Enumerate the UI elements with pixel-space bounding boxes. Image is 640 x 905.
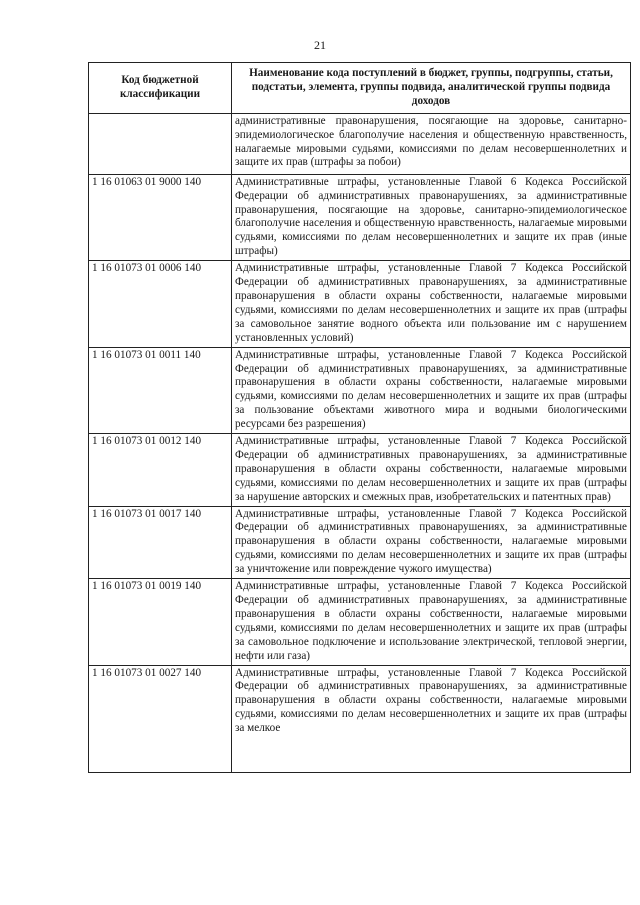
row-code: 1 16 01073 01 0017 140 [89, 506, 232, 579]
row-description: Административные штрафы, установленные Главой 7 Кодекса Российской Федерации об административных правонарушениях, за административные правонарушения в области охраны собственности, налагаемые мировыми судьями, комиссиями по делам несовершеннолетних и защите их прав (штрафы за нарушение авторских и смежных прав, изобретательских и патентных прав) [232, 434, 631, 507]
table-row [89, 434, 631, 507]
table-row [89, 347, 631, 433]
row-description: административные правонарушения, посягающие на здоровье, санитарно-эпидемиологическое благополучие населения и общественную нравственность, налагаемые мировыми судьями, комиссиями по делам несовершеннолетних и защите их прав (штрафы за побои) [232, 113, 631, 174]
row-description: Административные штрафы, установленные Главой 7 Кодекса Российской Федерации об административных правонарушениях, за административные правонарушения в области охраны собственности, налагаемые мировыми судьями, комиссиями по делам несовершеннолетних и защите их прав (штрафы за уничтожение или повреждение чужого имущества) [232, 506, 631, 579]
header-name: Наименование кода поступлений в бюджет, группы, подгруппы, статьи, подстатьи, элемента, группы подвида, аналитической группы подвида доходов [232, 63, 631, 114]
row-code: 1 16 01073 01 0012 140 [89, 434, 232, 507]
table-row [89, 506, 631, 579]
table-row [89, 113, 631, 174]
row-code: 1 16 01073 01 0019 140 [89, 579, 232, 665]
row-description [232, 665, 631, 772]
row-code: 1 16 01063 01 9000 140 [89, 174, 232, 260]
row-description-text: Административные штрафы, установленные Главой 7 Кодекса Российской Федерации об административных правонарушениях, за административные правонарушения в области охраны собственности, налагаемые мировыми судьями, комиссиями по делам несовершеннолетних и защите их прав (штрафы за мелкое [235, 666, 627, 735]
row-code: 1 16 01073 01 0006 140 [89, 261, 232, 347]
table-row [89, 579, 631, 665]
table-header-row [89, 63, 631, 114]
budget-classification-table [88, 62, 631, 773]
table-row [89, 665, 631, 772]
header-code: Код бюджетной классификации [89, 63, 232, 114]
row-code: 1 16 01073 01 0011 140 [89, 347, 232, 433]
row-description: Административные штрафы, установленные Главой 7 Кодекса Российской Федерации об административных правонарушениях, за административные правонарушения в области охраны собственности, налагаемые мировыми судьями, комиссиями по делам несовершеннолетних и защите их прав (штрафы за пользование объектами животного мира и водными биологическими ресурсами без разрешения) [232, 347, 631, 433]
page-number: 21 [314, 38, 326, 52]
row-code: 1 16 01073 01 0027 140 [89, 665, 232, 772]
row-description: Административные штрафы, установленные Главой 7 Кодекса Российской Федерации об административных правонарушениях, за административные правонарушения в области охраны собственности, налагаемые мировыми судьями, комиссиями по делам несовершеннолетних и защите их прав (штрафы за самовольное занятие водного объекта или пользование им с нарушением установленных условий) [232, 261, 631, 347]
table-row [89, 261, 631, 347]
row-description: Административные штрафы, установленные Главой 7 Кодекса Российской Федерации об административных правонарушениях, за административные правонарушения в области охраны собственности, налагаемые мировыми судьями, комиссиями по делам несовершеннолетних и защите их прав (штрафы за самовольное подключение и использование электрической, тепловой энергии, нефти или газа) [232, 579, 631, 665]
row-code [89, 113, 232, 174]
table-row [89, 174, 631, 260]
row-description: Административные штрафы, установленные Главой 6 Кодекса Российской Федерации об административных правонарушениях, за административные правонарушения, посягающие на здоровье, санитарно-эпидемиологическое благополучие населения и общественную нравственность, налагаемые мировыми судьями, комиссиями по делам несовершеннолетних и защите их прав (иные штрафы) [232, 174, 631, 260]
